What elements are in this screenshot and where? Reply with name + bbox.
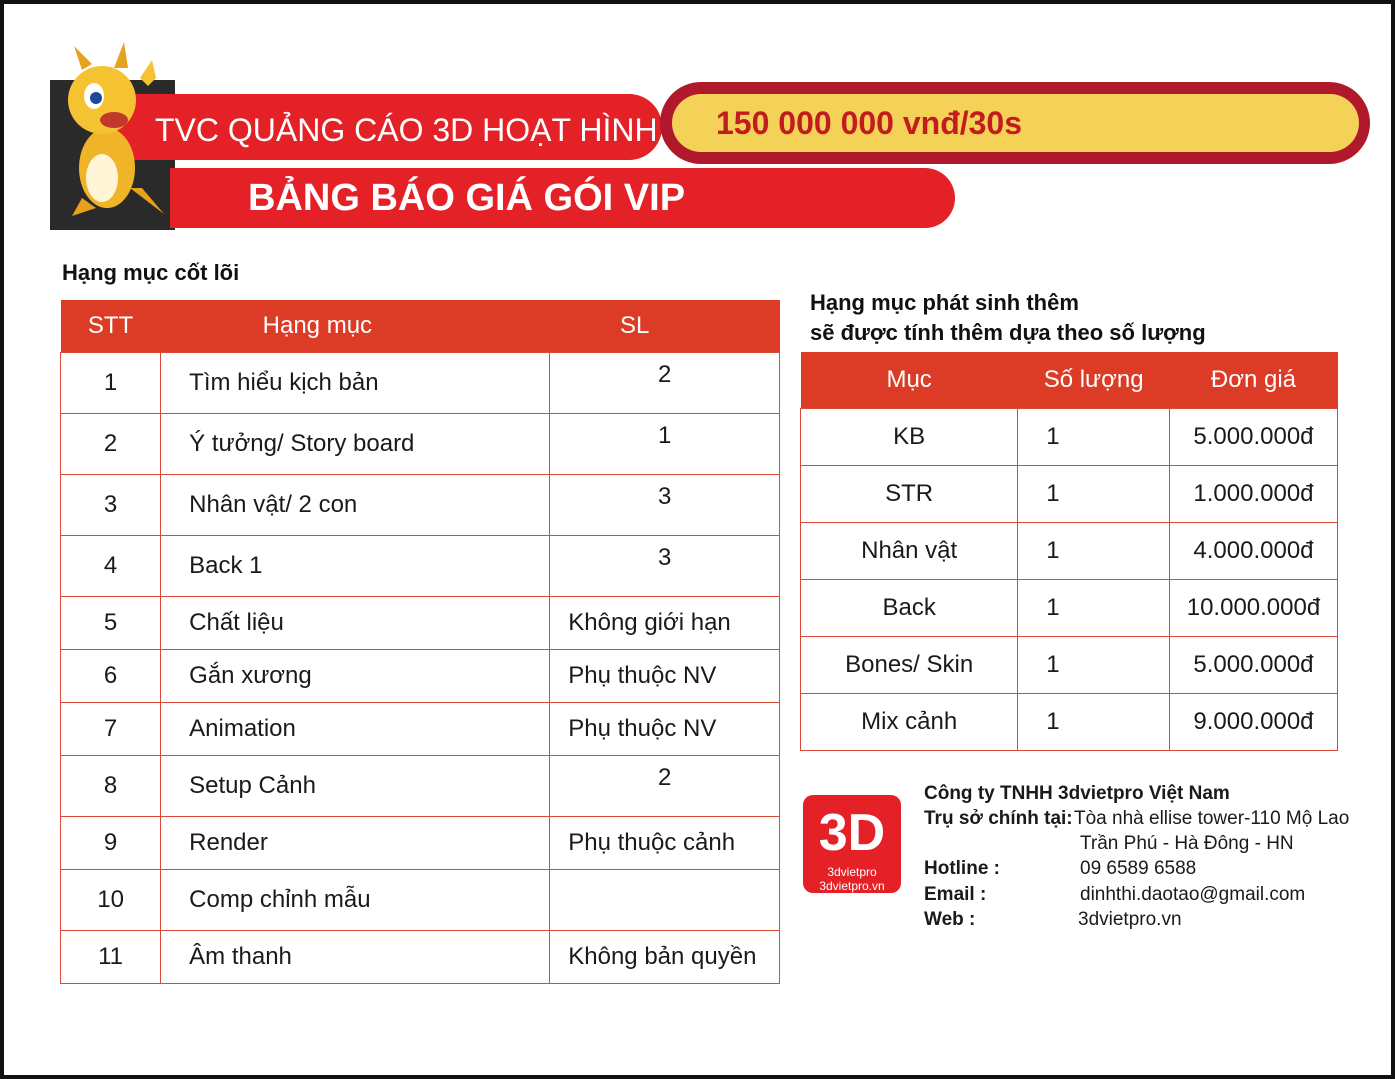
row-stt: 3 <box>61 475 161 536</box>
hq-address-line1: Tòa nhà ellise tower-110 Mộ Lao <box>1074 808 1350 829</box>
row-sl: 1 <box>550 414 780 475</box>
row-item: Gắn xương <box>161 650 550 703</box>
core-table-row <box>61 817 780 870</box>
extra-table-header <box>801 352 1338 409</box>
logo-url: 3dvietpro.vn <box>819 879 885 893</box>
extra-section-title-line2: sẽ được tính thêm dựa theo số lượng <box>810 320 1206 345</box>
row-stt: 4 <box>61 536 161 597</box>
row-item: Nhân vật/ 2 con <box>161 475 550 536</box>
email-label: Email : <box>924 884 987 905</box>
header-subtitle: TVC QUẢNG CÁO 3D HOẠT HÌNH <box>155 112 658 148</box>
row-so-luong: 1 <box>1018 580 1170 637</box>
row-muc: STR <box>801 466 1018 523</box>
row-so-luong: 1 <box>1018 466 1170 523</box>
row-item: Comp chỉnh mẫu <box>161 870 550 931</box>
row-muc: Bones/ Skin <box>801 637 1018 694</box>
extra-items-table <box>800 352 1338 751</box>
company-logo <box>803 795 901 893</box>
hq-label: Trụ sở chính tại: <box>924 808 1073 829</box>
row-item: Âm thanh <box>161 931 550 984</box>
core-table-row <box>61 650 780 703</box>
core-table-row <box>61 870 780 931</box>
row-sl: 3 <box>550 475 780 536</box>
row-stt: 7 <box>61 703 161 756</box>
extra-table-row <box>801 694 1338 751</box>
row-sl: Phụ thuộc cảnh <box>550 817 780 870</box>
row-so-luong: 1 <box>1018 637 1170 694</box>
col-header-stt: STT <box>61 300 161 353</box>
row-don-gia: 10.000.000đ <box>1169 580 1337 637</box>
core-table-row <box>61 703 780 756</box>
row-muc: Mix cảnh <box>801 694 1018 751</box>
row-stt: 11 <box>61 931 161 984</box>
core-table-header <box>61 300 780 353</box>
row-item: Setup Cảnh <box>161 756 550 817</box>
extra-table-row <box>801 466 1338 523</box>
row-stt: 8 <box>61 756 161 817</box>
extra-table-row <box>801 523 1338 580</box>
row-stt: 5 <box>61 597 161 650</box>
email-value[interactable]: dinhthi.daotao@gmail.com <box>1080 884 1306 905</box>
row-sl <box>550 870 780 931</box>
core-section-title: Hạng mục cốt lõi <box>62 260 240 285</box>
col-header-so-luong: Số lượng <box>1018 352 1170 409</box>
row-stt: 1 <box>61 353 161 414</box>
row-item: Chất liệu <box>161 597 550 650</box>
row-don-gia: 4.000.000đ <box>1169 523 1337 580</box>
row-so-luong: 1 <box>1018 523 1170 580</box>
web-value[interactable]: 3dvietpro.vn <box>1078 909 1182 930</box>
row-stt: 9 <box>61 817 161 870</box>
extra-table-row <box>801 580 1338 637</box>
row-sl: Không giới hạn <box>550 597 780 650</box>
row-muc: Nhân vật <box>801 523 1018 580</box>
core-table-row <box>61 931 780 984</box>
hotline-value: 09 6589 6588 <box>1080 858 1197 879</box>
row-muc: Back <box>801 580 1018 637</box>
extra-table-row <box>801 637 1338 694</box>
row-don-gia: 5.000.000đ <box>1169 637 1337 694</box>
row-sl: Phụ thuộc NV <box>550 703 780 756</box>
row-sl: 2 <box>550 353 780 414</box>
row-muc: KB <box>801 409 1018 466</box>
row-sl: 3 <box>550 536 780 597</box>
row-item: Animation <box>161 703 550 756</box>
logo-name: 3dvietpro <box>827 865 877 879</box>
logo-mark: 3D <box>818 804 886 862</box>
extra-table-row <box>801 409 1338 466</box>
core-table-row <box>61 536 780 597</box>
extra-section-title-line1: Hạng mục phát sinh thêm <box>810 290 1079 315</box>
row-don-gia: 5.000.000đ <box>1169 409 1337 466</box>
row-item: Tìm hiểu kịch bản <box>161 353 550 414</box>
row-sl: Không bản quyền <box>550 931 780 984</box>
row-sl: 2 <box>550 756 780 817</box>
row-so-luong: 1 <box>1018 694 1170 751</box>
hotline-label: Hotline : <box>924 858 1000 879</box>
row-stt: 2 <box>61 414 161 475</box>
row-so-luong: 1 <box>1018 409 1170 466</box>
web-label: Web : <box>924 909 976 930</box>
hq-address-line2: Trần Phú - Hà Đông - HN <box>1080 833 1294 854</box>
core-table-row <box>61 597 780 650</box>
header-title: BẢNG BÁO GIÁ GÓI VIP <box>248 177 686 219</box>
row-sl: Phụ thuộc NV <box>550 650 780 703</box>
col-header-don-gia: Đơn giá <box>1169 352 1337 409</box>
company-name: Công ty TNHH 3dvietpro Việt Nam <box>924 783 1230 804</box>
price-text: 150 000 000 vnđ/30s <box>716 105 1023 141</box>
row-stt: 6 <box>61 650 161 703</box>
col-header-muc: Mục <box>801 352 1018 409</box>
core-table-row <box>61 353 780 414</box>
row-item: Ý tưởng/ Story board <box>161 414 550 475</box>
col-header-item: Hạng mục <box>161 300 550 353</box>
dragon-mascot-icon <box>52 38 172 218</box>
row-stt: 10 <box>61 870 161 931</box>
core-table-row <box>61 475 780 536</box>
row-don-gia: 1.000.000đ <box>1169 466 1337 523</box>
col-header-sl: SL <box>550 300 780 353</box>
core-table-row <box>61 414 780 475</box>
row-item: Back 1 <box>161 536 550 597</box>
row-item: Render <box>161 817 550 870</box>
row-don-gia: 9.000.000đ <box>1169 694 1337 751</box>
core-items-table <box>60 300 780 984</box>
core-table-row <box>61 756 780 817</box>
